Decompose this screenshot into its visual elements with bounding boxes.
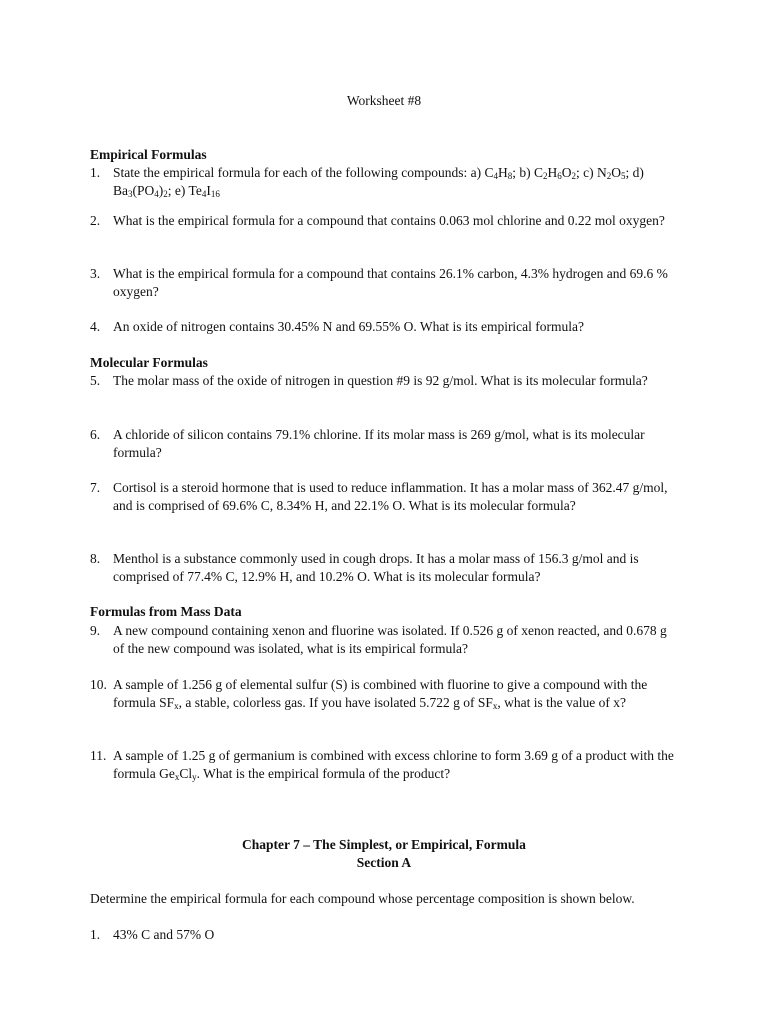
- chapter-instructions: Determine the empirical formula for each compound whose percentage composition is shown below.: [90, 891, 635, 906]
- question-10: [90, 676, 680, 712]
- question-text: A sample of 1.25 g of germanium is combined with excess chlorine to form 3.69 g of a product with the formula $Ge_xCl_y$. What is the empirical formula of the product?: [113, 748, 674, 782]
- question-number: 8.: [90, 551, 101, 566]
- question-text: State the empirical formula for each of the following compounds: a) $C_4H_8$; b) $C_2H_6O_2$; c) $N_2O_5$; d) $Ba_3(PO_4)_2$; e) $Te_4I_{16}$: [113, 165, 644, 199]
- question-text: Menthol is a substance commonly used in cough drops. It has a molar mass of 156.3 g/mol and is comprised of 77.4% C, 12.9% H, and 10.2% O. What is its molecular formula?: [113, 551, 639, 584]
- question-9: [90, 622, 680, 658]
- question-5: [90, 372, 680, 390]
- question-text: What is the empirical formula for a compound that contains 0.063 mol chlorine and 0.22 mol oxygen?: [113, 213, 665, 228]
- question-number: 5.: [90, 373, 101, 388]
- question-number: 9.: [90, 623, 101, 638]
- section-heading-molecular: Molecular Formulas: [90, 355, 208, 370]
- question-number: 4.: [90, 319, 101, 334]
- section-label: Section A: [356, 855, 412, 870]
- page-title: Worksheet #8: [346, 93, 422, 108]
- question-text: An oxide of nitrogen contains 30.45% N and 69.55% O. What is its empirical formula?: [113, 319, 585, 334]
- question-number: 1.: [90, 165, 101, 180]
- question-number: 10.: [90, 677, 107, 692]
- question-text: A chloride of silicon contains 79.1% chlorine. If its molar mass is 269 g/mol, what is its molecular formula?: [113, 427, 645, 460]
- question-8: [90, 550, 680, 586]
- question-text: A sample of 1.256 g of elemental sulfur (S) is combined with fluorine to give a compound with the formula $SF_x$, a stable, colorless gas. If you have isolated 5.722 g of $SF_x$, what is the value of x?: [113, 677, 648, 711]
- question-4: [90, 318, 680, 336]
- chapter-item-1: [90, 926, 680, 944]
- question-1: [90, 164, 680, 200]
- question-number: 2.: [90, 213, 101, 228]
- question-text: The molar mass of the oxide of nitrogen in question #9 is 92 g/mol. What is its molecular formula?: [113, 373, 648, 388]
- question-text: A new compound containing xenon and fluorine was isolated. If 0.526 g of xenon reacted, and 0.678 g of the new compound was isolated, what is its empirical formula?: [113, 623, 667, 656]
- question-text: What is the empirical formula for a compound that contains 26.1% carbon, 4.3% hydrogen and 69.6 % oxygen?: [113, 266, 668, 299]
- question-number: 3.: [90, 266, 101, 281]
- question-number: 7.: [90, 480, 101, 495]
- item-number: 1.: [90, 927, 101, 942]
- question-text: Cortisol is a steroid hormone that is used to reduce inflammation. It has a molar mass of 362.47 g/mol, and is comprised of 69.6% C, 8.34% H, and 22.1% O. What is its molecular formula?: [113, 480, 668, 513]
- item-text: 43% C and 57% O: [113, 927, 215, 942]
- question-6: [90, 426, 680, 462]
- question-3: [90, 265, 680, 301]
- chapter-title: Chapter 7 – The Simplest, or Empirical, Formula: [242, 837, 526, 852]
- question-11: [90, 747, 680, 783]
- section-heading-empirical: Empirical Formulas: [90, 147, 207, 162]
- question-7: [90, 479, 680, 515]
- question-number: 11.: [90, 748, 107, 763]
- question-number: 6.: [90, 427, 101, 442]
- section-heading-mass-data: Formulas from Mass Data: [90, 604, 242, 619]
- question-2: [90, 212, 680, 230]
